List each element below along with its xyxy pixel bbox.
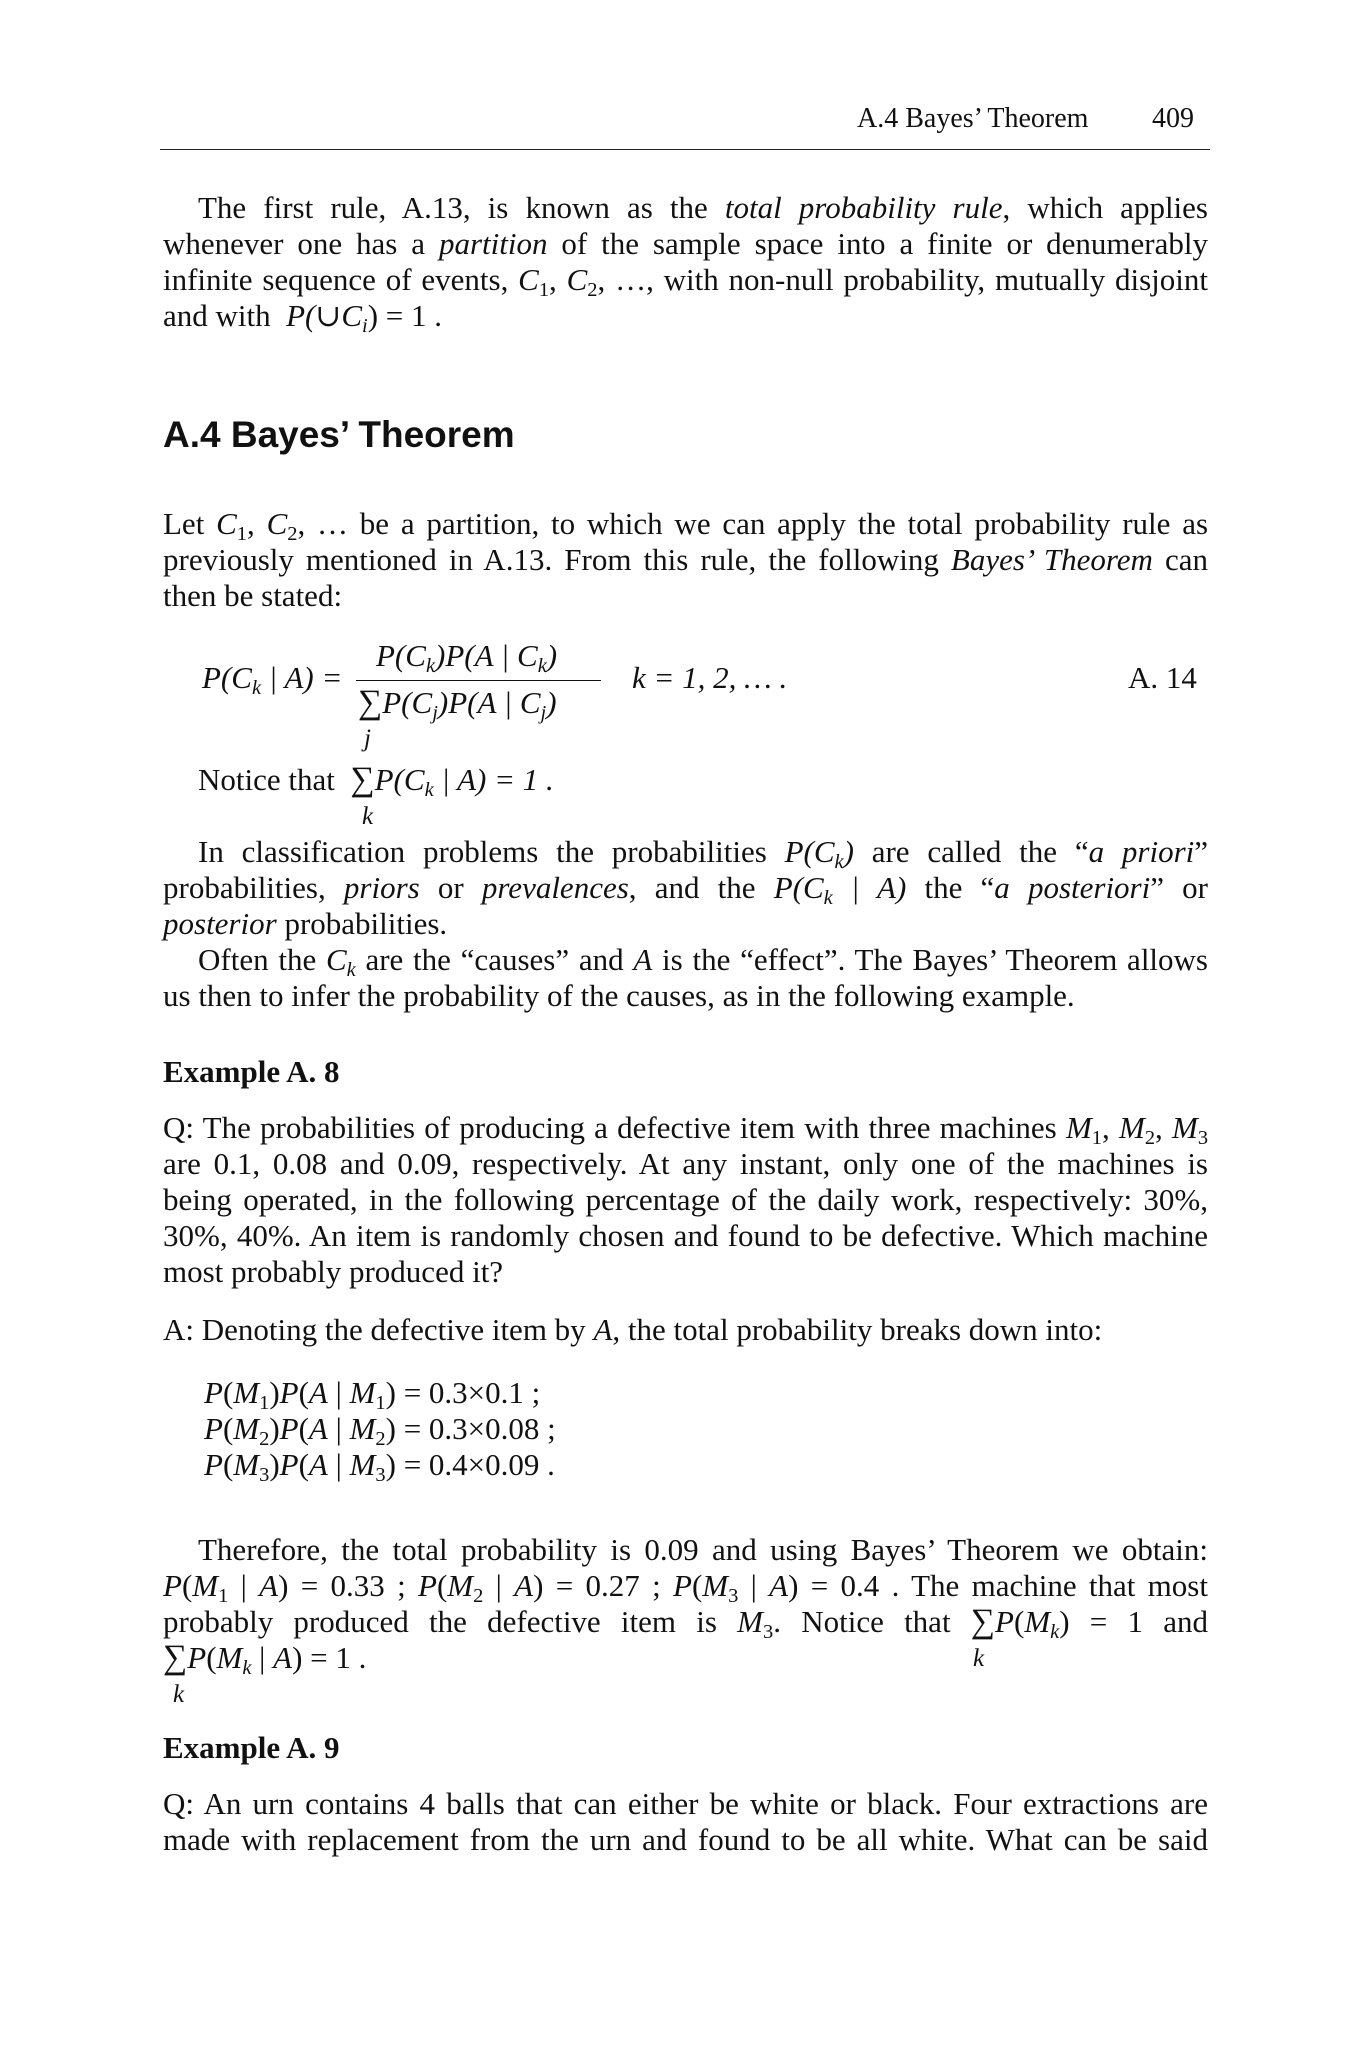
ex9-q-line-2: made with replacement from the urn and found to be all white. What can be said bbox=[163, 1822, 1208, 1857]
header-rule bbox=[160, 149, 1210, 150]
notice-index: k bbox=[362, 803, 374, 830]
page-number: 409 bbox=[1152, 103, 1194, 134]
ex8-q-line-2: are 0.1, 0.08 and 0.09, respectively. At any instant, only one of the machines is bbox=[163, 1146, 1208, 1181]
ex8-q-line-1: Q: The probabilities of producing a defective item with three machines $M_1$, $M_2$, $M_3$ bbox=[163, 1110, 1209, 1149]
ex8-t-line-4: $\sum P(M_k$ | A) = 1 . bbox=[163, 1639, 367, 1679]
priors-line-4: Often the $C_k$ are the “causes” and A is the “effect”. The Bayes’ Theorem allows bbox=[198, 942, 1208, 981]
bayes-line-3: then be stated: bbox=[163, 578, 343, 613]
eq-denominator: $\sum P(C_j)P(A$ | $C_j$) bbox=[358, 684, 557, 724]
eq-lhs: $P(C_k$ | A) = bbox=[202, 660, 343, 699]
priors-line-2: probabilities, priors or prevalences, and the $P(C_k$ | A) the “a posteriori” or bbox=[163, 870, 1208, 909]
ex8-t-line-2: $P(M_1$ | A) = 0.33 ; $P(M_2$ | A) = 0.27 ; $P(M_3$ | A) = 0.4 . The machine that most bbox=[163, 1568, 1208, 1607]
intro-line-3: infinite sequence of events, $C_1$, $C_2$, …, with non-null probability, mutually disjoint bbox=[163, 262, 1209, 301]
eq-numerator: $P(C_k)P(A$ | $C_k$) bbox=[376, 638, 558, 677]
intro-line-1: The first rule, A.13, is known as the total probability rule, which applies bbox=[198, 190, 1208, 225]
notice-sum: Notice that $\sum P(C_k$ | A) = 1 . bbox=[198, 761, 554, 801]
bayes-line-2: previously mentioned in A.13. From this rule, the following Bayes’ Theorem can bbox=[163, 542, 1209, 577]
example-8-heading: Example A. 8 bbox=[163, 1054, 340, 1089]
ex8-t-line-4-index: k bbox=[173, 1681, 185, 1708]
bayes-line-1: Let $C_1$, $C_2$, … be a partition, to which we can apply the total probability rule as bbox=[163, 506, 1209, 545]
eq-fraction-bar bbox=[356, 680, 601, 681]
ex8-q-line-5: most probably produced it? bbox=[163, 1254, 504, 1289]
ex8-q-line-4: 30%, 40%. An item is randomly chosen and found to be defective. Which machine bbox=[163, 1218, 1208, 1253]
priors-line-3: posterior probabilities. bbox=[163, 906, 448, 941]
ex8-eq-2: $P(M_2)P(A$ | $M_2) = 0.3\times 0.08$ ; bbox=[204, 1411, 556, 1450]
ex8-a-line-1: A: Denoting the defective item by A, the total probability breaks down into: bbox=[163, 1312, 1103, 1347]
ex8-t-line-3-index: k bbox=[973, 1645, 985, 1672]
union-formula: $P(\cup C_i$ bbox=[286, 298, 368, 337]
ex8-q-line-3: being operated, in the following percentage of the daily work, respectively: 30%, bbox=[163, 1182, 1208, 1217]
ex8-eq-1: $P(M_1)P(A$ | $M_1) = 0.3\times 0.1$ ; bbox=[204, 1375, 541, 1414]
section-title: A.4 Bayes’ Theorem bbox=[163, 414, 515, 455]
ex8-t-line-1: Therefore, the total probability is 0.09 and using Bayes’ Theorem we obtain: bbox=[198, 1532, 1208, 1567]
intro-line-4: and with $P(\cup C_i) = 1$ . bbox=[163, 298, 443, 337]
eq-range: k = 1, 2, … . bbox=[632, 660, 788, 695]
example-9-heading: Example A. 9 bbox=[163, 1730, 340, 1765]
priors-line-1: In classification problems the probabilities $P(C_k)$ are called the “a priori” bbox=[198, 834, 1209, 873]
eq-denominator-index: j bbox=[364, 725, 371, 752]
priors-line-5: us then to infer the probability of the causes, as in the following example. bbox=[163, 978, 1075, 1013]
eq-label: A. 14 bbox=[1128, 660, 1197, 695]
ex8-eq-3: $P(M_3)P(A$ | $M_3) = 0.4\times 0.09$ . bbox=[204, 1447, 555, 1486]
ex8-t-line-3: probably produced the defective item is $M_3$. Notice that $\sum P(M_k) = 1$ and bbox=[163, 1603, 1208, 1643]
intro-line-2: whenever one has a partition of the sample space into a finite or denumerably bbox=[163, 226, 1208, 261]
running-title: A.4 Bayes’ Theorem bbox=[857, 103, 1089, 134]
ex9-q-line-1: Q: An urn contains 4 balls that can either be white or black. Four extractions are bbox=[163, 1786, 1208, 1821]
